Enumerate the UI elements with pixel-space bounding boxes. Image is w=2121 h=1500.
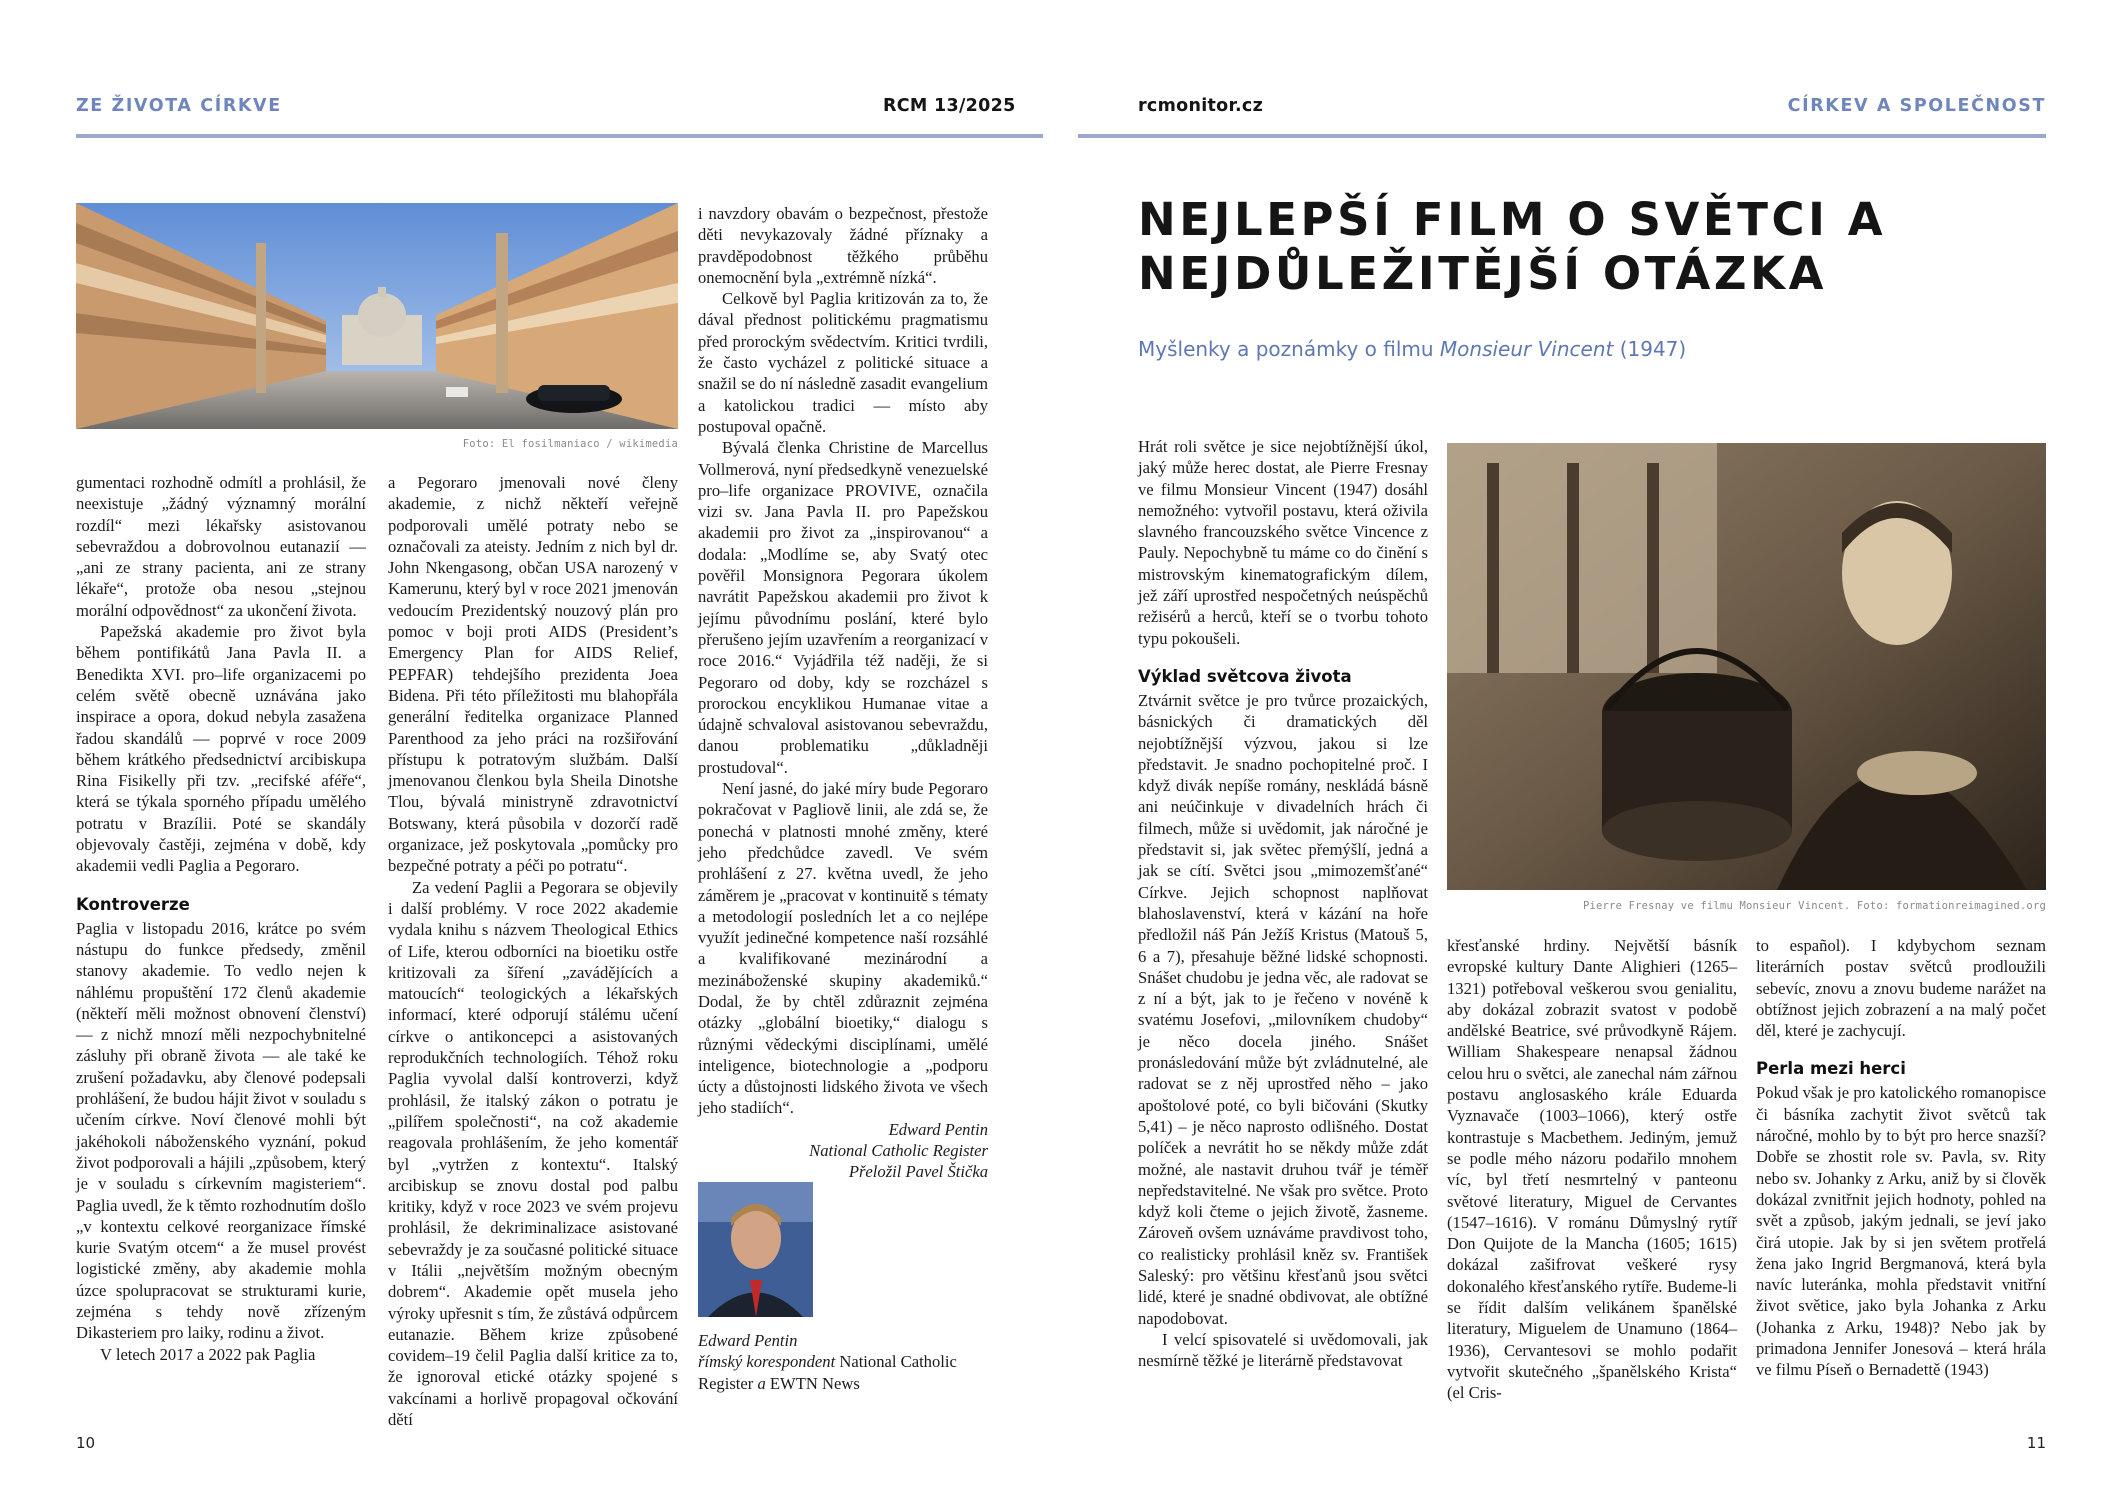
website-label: rcmonitor.cz <box>1138 96 1264 116</box>
left-article-column-3 <box>698 203 988 1183</box>
author-role: římský korespondent <box>698 1352 836 1372</box>
body-paragraph: Paglia v listopadu 2016, krátce po svém nástupu do funkce předsedy, změnil stanovy akademie. To vedlo nejen k náhlému propuštění 172 členů akademie (někteří měli možnost obnovení členství) — z nichž mnozí měli nezpochybnitelné zásluhy při obraně života — ale také ke zrušení požadavku, aby členové podepsali prohlášení, že budou hájit život v souladu s učením církve. Noví členové mohli být jakéhokoli náboženského vyznání, pokud život podporovali a hájili „způsobem, který je v souladu s církevním magisteriem“. Paglia uvedl, že k těmto rozhodnutím došlo „v kontextu celkové reorganizace římské kurie Svatým otcem“ a že musel provést logistické změny, aby akademie mohla úzce spolupracovat se strukturami kurie, zejména s tehdy nově zřízeným Dikasteriem pro laiky, rodinu a život. <box>76 918 366 1343</box>
body-paragraph: i navzdory obavám o bezpečnost, přestože děti nevykazovaly žádné příznaky a pravděpodobnost těžkého průběhu onemocnění byla „extrémně nízká“. <box>698 204 988 287</box>
section-heading: Výklad světcova života <box>1138 666 1352 686</box>
body-paragraph: Není jasné, do jaké míry bude Pegoraro pokračovat v Pagliově linii, ale zdá se, že ponechá v platnosti mnohé změny, které jeho předchůdce zavedl. Ve svém prohlášení z 27. května uvedl, že jeho záměrem je „pracovat v kontinuitě s tématy a metodologií posledních let a co nejlépe využít jedinečné kompetence naší rozsáhlé a kvalifikované mezinárodní a mezináboženské skupiny akademiků.“ Dodal, že by chtěl zdůraznit zejména otázky „globální bioetiky,“ dialogu s různými vědeckými disciplínami, umělé inteligence, biotechnologie a „podporu úcty a důstojnosti lidského života ve všech jeho stadiích“. <box>698 779 988 1118</box>
body-paragraph: Za vedení Paglii a Pegorara se objevily i další problémy. V roce 2022 akademie vydala knihu s názvem Theological Ethics of Life, kterou odborníci na bioetiku ostře kritizovali za šíření „zavádějících a matoucích“ teologických a lékařských informací, které odporují stálému učení církve o antikoncepci a asistovaných reprodukčních technologiích. Téhož roku Paglia vyvolal další kontroverzi, když prohlásil, že italský zákon o potratu je „pilířem společnosti“, na což akademie reagovala prohlášením, že jeho komentář byl „vytržen z kontextu“. Italský arcibiskup se znovu dostal pod palbu kritiky, když v roce 2023 ve svém projevu prohlásil, že dekriminalizace asistované sebevraždy je za současné politické situace v Itálii „největším možným obecným dobrem“. Akademie opět musela jeho výroky upřesnit s tím, že zůstává odpůrcem eutanazie. Během krize způsobené covidem–19 čelil Paglia další kritice za to, že ignoroval etické otázky spojené s vakcínami a horlivě propagoval očkování dětí <box>388 877 678 1430</box>
header-rule-right <box>1078 134 2046 138</box>
author-portrait-photo <box>698 1182 813 1317</box>
body-paragraph: křesťanské hrdiny. Největší básník evropské kultury Dante Alighieri (1265–1321) potřeboval veškerou svou genialitu, aby dokázal zobrazit svatost v podobě andělské Beatrice, své průvodkyně Rájem. William Shakespeare nenapsal žádnou celou hru o světci, ale zanechal nám zářnou postavu anglosaského krále Eduarda Vyznavače (1003–1066), který ostře kontrastuje s Macbethem. Jediným, jemuž se podle mého názoru podařilo mnohem víc, byl třetí nesmrtelný v panteonu světové literatury, Miguel de Cervantes (1547–1616). V románu Důmyslný rytíř Don Quijote de la Mancha (1605; 1615) dokázal zašifrovat veškeré rysy dokonalého křesťanského rytíře. Budeme-li se řídit dalším velikánem španělské literatury, Miguelem de Unamuno (1864–1936), Cervantesovi se mohlo podařit vytvořit skutečného „španělského Krista“ (el Cris- <box>1447 936 1737 1403</box>
header-rule-left <box>76 134 1043 138</box>
film-still-photo <box>1447 443 2046 890</box>
section-label-left: ZE ŽIVOTA CÍRKVE <box>76 96 282 116</box>
author-outlet-2: Register <box>698 1373 754 1393</box>
author-name: Edward Pentin <box>698 1331 798 1350</box>
body-paragraph: Hrát roli světce je sice nejobtížnější úkol, jaký může herec dostat, ale Pierre Fresnay ve filmu Monsieur Vincent (1947) dosáhl nemožného: vytvořil postavu, která oživila slavného francouzského světce Vincence z Pauly. Nepochybně tu máme co do činění s mistrovským kinematografickým dílem, jež září uprostřed nespočetných neúspěchů režisérů a herců, kteří se o tvorbu tohoto typu pokoušeli. <box>1138 437 1428 648</box>
body-paragraph: gumentaci rozhodně odmítl a prohlásil, že neexistuje „žádný významný morální rozdíl“ mezi lékařsky asistovanou sebevraždou a dobrovolnou eutanazií — „ani ze strany pacienta, ani ze strany lékaře“, protože oba nesou „stejnou morální odpovědnost“ za ukončení života. <box>76 473 366 620</box>
body-paragraph: to español). I kdybychom seznam literárních postav světců prodloužili sebevíc, znovu a znovu budeme narážet na obtížnost jejich zobrazení a na malý počet děl, které je zachycují. <box>1756 936 2046 1041</box>
film-photo-caption: Pierre Fresnay ve filmu Monsieur Vincent. Foto: formationreimagined.org <box>1582 900 2046 912</box>
body-paragraph: Pokud však je pro katolického romanopisce či básníka zachytit život světců tak náročné, mohlo by to být pro herce snazší? Dobře se zhostit role sv. Pavla, sv. Rity nebo sv. Johanky z Arku, aniž by si člověk dokázal zvnitřnit jejich hodnoty, pohled na svět a způsob, jakým jednali, se jeví jako čirá utopie. Jak by si jen světem protřelá žena jako Ingrid Bergmanová, která byla navíc luteránka, mohla představit vnitřní život světice, jako byla Johanka z Arku (Johanka z Arku, 1948)? Nebo jak by primadona Jennifer Jonesová – která hrála ve filmu Píseň o Bernadettě (1943) <box>1756 1083 2046 1380</box>
signature-line: National Catholic Register <box>809 1141 988 1161</box>
author-conjunction: a <box>757 1373 766 1393</box>
article-subtitle <box>1138 337 1686 361</box>
right-article-column-3 <box>1756 935 2046 1381</box>
section-heading: Perla mezi herci <box>1756 1059 1906 1079</box>
subtitle-year: (1947) <box>1619 337 1687 361</box>
left-article-column-1 <box>76 472 366 1365</box>
body-paragraph: Ztvárnit světce je pro tvůrce prozaických, básnických či dramatických děl nejobtížnější výzvou, jakou si lze představit. Je snadno pochopitelné proč. I když divák nepíše romány, neskládá básně ani neúčinkuje v divadelních hrách či filmech, může si uvědomit, jak náročné je představit si, jak světec přemýšlí, jedná a jak se cítí. Světci jsou „mimozemšťané“ Církve. Jejich schopnost naplňovat blahoslavenství, která v kázání na hoře předložil náš Pán Ježíš Kristus (Matouš 5, 6 a 7), přesahuje běžné lidské schopnosti. Snášet chudobu je jedna věc, ale radovat se z ní a být, jak to je řečeno v novéně k svatému Josefovi, „milovníkem chudoby“ je něco docela jiného. Snášet pronásledování může být zvládnutelné, ale radovat se z něj uprostřed něho – jako apoštolové poté, co byli bičováni (Skutky 5,41) – je něco naprosto odlišného. Dostat políček a nevrátit ho se někdy může zdát možné, ale nastavit druhou tvář je téměř nepředstavitelné. Ne však pro světce. Proto když koli čteme o jejich životě, žasneme. Zároveň ovšem uznáváme pravdivost toho, co realisticky prohlásil kněz sv. František Saleský: pro většinu křesťanů jsou světci lidé, které je snadné obdivovat, ale obtížné napodobovat. <box>1138 690 1428 1328</box>
signature-line: Přeložil Pavel Štička <box>848 1162 988 1182</box>
article-title: NEJLEPŠÍ FILM O SVĚTCI A NEJDŮLEŽITĚJŠÍ OTÁZKA <box>1138 193 1887 300</box>
signature-line: Edward Pentin <box>888 1119 988 1139</box>
rome-street-photo <box>76 203 678 429</box>
page-number-right: 11 <box>2026 1434 2046 1452</box>
body-paragraph: a Pegoraro jmenovali nové členy akademie, z nichž někteří veřejně podporovali umělé potraty nebo se označovali za ateisty. Jedním z nich byl dr. John Nkengasong, občan USA narozený v Kamerunu, který byl v roce 2021 jmenován vedoucím Prezidentský nouzový plán pro pomoc v boji proti AIDS (President’s Emergency Plan for AIDS Relief, PEPFAR) tehdejšího prezidenta Joea Bidena. Při této příležitosti mu blahopřála generální ředitelka organizace Planned Parenthood za jeho práci na rozšiřování přístupu k potratovým službám. Další jmenovanou členkou byla Sheila Dinotshe Tlou, bývalá ministryně zdravotnictví Botswany, která působila v dozorčí radě organizace, jež poskytovala „pomůcky pro bezpečné potraty a péči po potratu“. <box>388 473 678 876</box>
author-outlet-3: EWTN News <box>769 1373 860 1393</box>
section-heading: Kontroverze <box>76 894 190 914</box>
subtitle-prefix: Myšlenky a poznámky o filmu <box>1138 337 1434 361</box>
subtitle-film-title: Monsieur Vincent <box>1439 337 1614 361</box>
right-article-column-2 <box>1447 935 1737 1404</box>
body-paragraph: I velcí spisovatelé si uvědomovali, jak nesmírně těžké je literárně představovat <box>1138 1329 1428 1371</box>
body-paragraph: V letech 2017 a 2022 pak Paglia <box>100 1344 316 1364</box>
rome-photo-caption: Foto: El fosilmaniaco / wikimedia <box>462 438 678 450</box>
body-paragraph: Papežská akademie pro život byla během pontifikátů Jana Pavla II. a Benedikta XVI. pro–life organizacemi po celém světě obecně uznávána jako inspirace a opora, dokud nebyla zasažena řadou skandálů — poprvé v roce 2009 během krátkého předsednictví arcibiskupa Rina Fisikelly při tzv. „recifské aféře“, která se týkala sporného případu umělého potratu v Brazílii. Poté se skandály objevovaly častěji, zejména v době, kdy akademii vedli Paglia a Pegoraro. <box>76 622 366 876</box>
section-label-right: CÍRKEV A SPOLEČNOST <box>1787 96 2046 116</box>
body-paragraph: Bývalá členka Christine de Marcellus Vollmerová, nyní předsedkyně venezuelské pro–life organizace PROVIVE, označila vizi sv. Jana Pavla II. pro Papežskou akademii pro život za „inspirovanou“ a dodala: „Modlíme se, aby Svatý otec pověřil Monsignora Pegorara úkolem navrátit Papežskou akademii pro život k jejímu původnímu poslání, které bylo přerušeno jejím uzavřením a reorganizací v roce 2016.“ Vyjádřila též naději, že si Pegoraro od doby, kdy se rozcházel s prorockou encyklikou Humanae vitae a údajně schvaloval asistovanou sebevraždu, danou problematiku „důkladněji prostudoval“. <box>698 438 988 777</box>
body-paragraph: Celkově byl Paglia kritizován za to, že dával přednost politickému pragmatismu před prorockým svědectvím. Kritici tvrdili, že často vycházel z politické situace a snažil se do ní následně zasadit evangelium a katolickou tradici — místo aby postupoval opačně. <box>698 289 988 436</box>
author-outlet-1: National Catholic <box>839 1352 957 1372</box>
page-number-left: 10 <box>76 1434 96 1452</box>
issue-label: RCM 13/2025 <box>883 96 1016 116</box>
right-article-column-1 <box>1138 436 1428 1371</box>
author-bio <box>698 1330 998 1394</box>
left-article-column-2 <box>388 472 678 1430</box>
